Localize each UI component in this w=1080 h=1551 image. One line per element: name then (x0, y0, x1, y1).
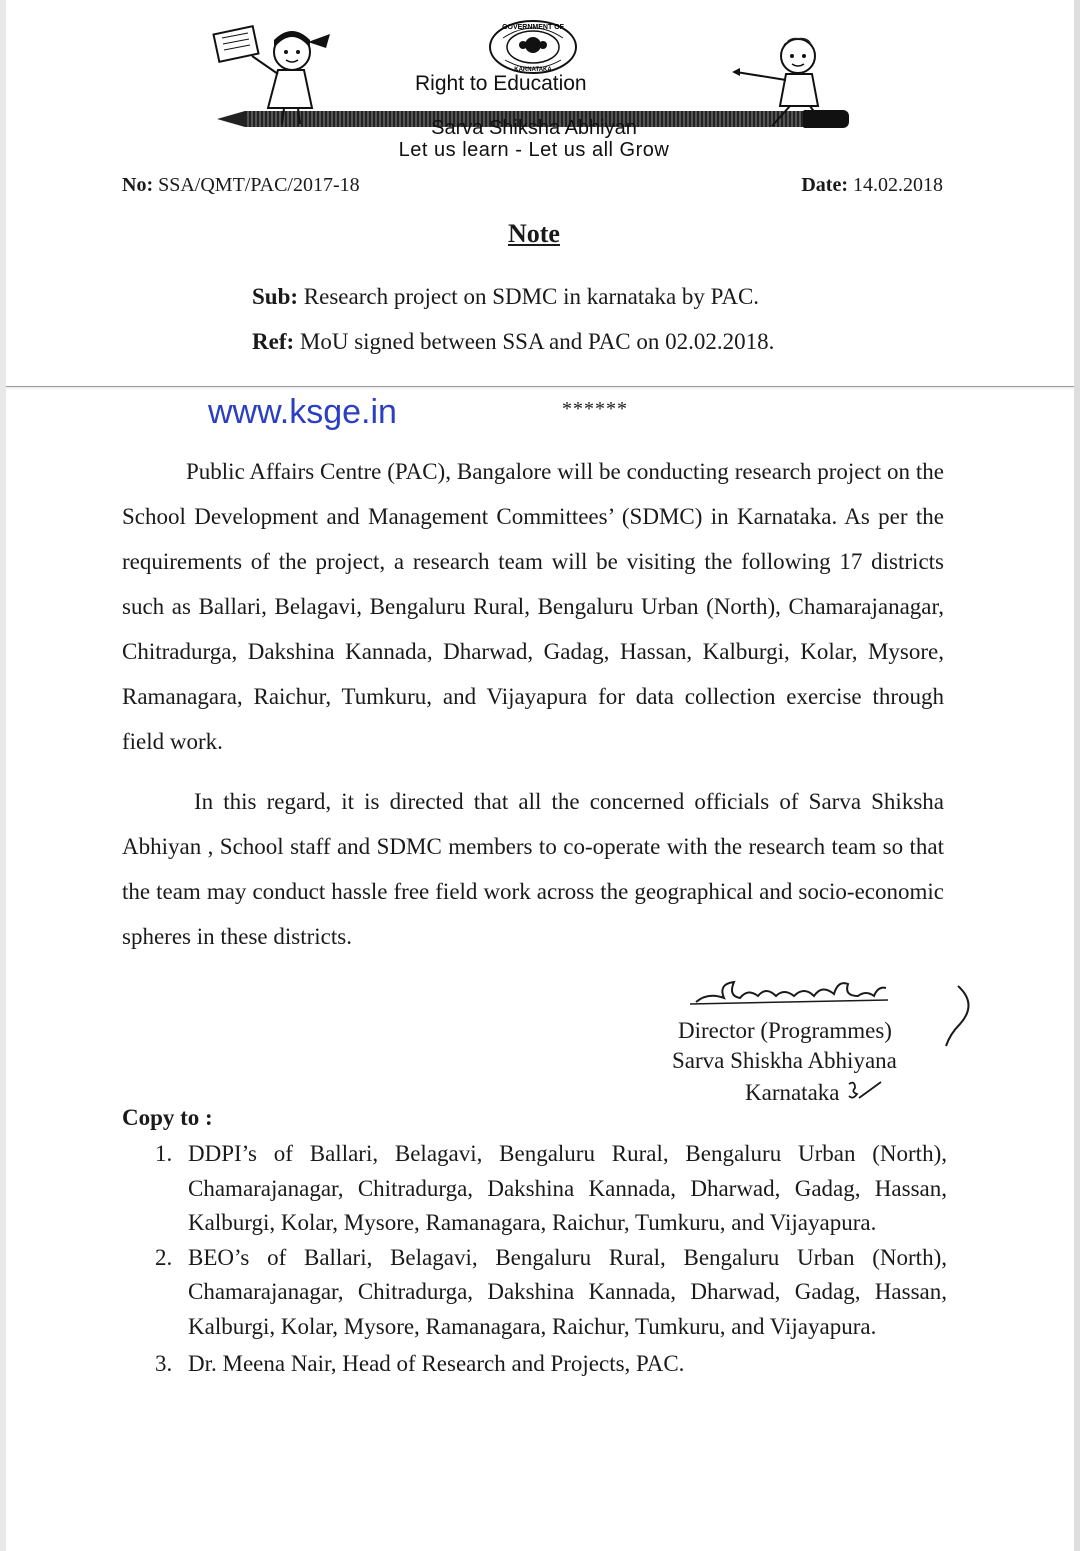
document-date (801, 174, 943, 197)
body-paragraph-2 (122, 779, 944, 959)
signatory-state-text: Karnataka (745, 1080, 840, 1105)
signatory-designation: Director (Programmes) (678, 1018, 892, 1043)
reference-number (122, 174, 360, 197)
date-value: 14.02.2018 (853, 174, 943, 196)
program-title: Right to Education (415, 72, 587, 95)
girl-reading-illustration (208, 18, 338, 128)
reference-line (252, 329, 774, 355)
government-seal-icon (487, 18, 579, 76)
paragraph-1-text: Public Affairs Centre (PAC), Bangalore will be conducting research project on the School Development and Management Committees’ (SDMC) in Karnataka. As per the requirements of the project, a research team will be visiting the following 17 districts such as Ballari, Belagavi, Bengaluru Rural, Bengaluru Urban (North), Chamarajanagar, Chitradurga, Dakshina Kannada, Dharwad, Gadag, Hassan, Kalburgi, Kolar, Mysore, Ramanagara, Raichur, Tumkuru, and Vijayapura for data collection exercise through field work. (122, 459, 944, 754)
list-item-number: 2. (155, 1244, 173, 1270)
subject-line (252, 284, 759, 310)
list-item-text: BEO’s of Ballari, Belagavi, Bengaluru Rural, Bengaluru Urban (North), Chamarajanagar, Chitradurga, Dakshina Kannada, Dharwad, Gadag, Hassan, Kalburgi, Kolar, Mysore, Ramanagara, Raichur, Tumkuru, and Vijayapura. (188, 1244, 947, 1339)
list-item-number: 1. (155, 1141, 173, 1166)
subject-text: Research project on SDMC in karnataka by PAC. (303, 284, 760, 309)
date-label: Date: (801, 174, 848, 196)
separator-stars: ****** (562, 398, 628, 420)
list-item-text: DDPI’s of Ballari, Belagavi, Bengaluru Rural, Bengaluru Urban (North), Chamarajanagar, Chitradurga, Dakshina Kannada, Dharwad, Gadag, Hassan, Kalburgi, Kolar, Mysore, Ramanagara, Raichur, Tumkuru, and Vijayapura. (188, 1141, 947, 1235)
seal-text-bottom: KARNATAKA (514, 67, 552, 73)
paragraph-2-text: In this regard, it is directed that all the concerned officials of Sarva Shiksha Abhiyan , School staff and SDMC members to co-operate with the research team so that the team may conduct hassle free field work across the geographical and socio-economic spheres in these districts. (122, 789, 944, 949)
organisation-name: Sarva Shiksha Abhiyan (431, 117, 637, 139)
fold-line (6, 386, 1074, 387)
boy-on-pencil-illustration (728, 22, 848, 132)
reference-label: Ref: (252, 329, 295, 354)
document-title: Note (508, 219, 560, 248)
body-paragraph-1 (122, 449, 944, 764)
ref-value: SSA/QMT/PAC/2017-18 (158, 174, 360, 196)
list-item (155, 1137, 947, 1241)
list-item (155, 1347, 947, 1382)
list-item-number: 3. (155, 1351, 173, 1376)
reference-text: MoU signed between SSA and PAC on 02.02.2018. (299, 329, 775, 354)
signatory-organisation: Sarva Shiskha Abhiyana (672, 1048, 897, 1073)
tagline: Let us learn - Let us all Grow (398, 139, 670, 161)
seal-text-top: GOVERNMENT OF (502, 24, 564, 31)
copy-to-label: Copy to : (122, 1105, 213, 1130)
initials-mark (845, 1078, 885, 1104)
subject-label: Sub: (252, 284, 299, 309)
list-item (155, 1241, 947, 1345)
copy-to-list (155, 1137, 947, 1382)
list-item-text: Dr. Meena Nair, Head of Research and Projects, PAC. (188, 1351, 685, 1376)
watermark-url: www.ksge.in (208, 393, 397, 431)
ref-label: No: (122, 174, 154, 196)
signatory-state (745, 1078, 885, 1106)
